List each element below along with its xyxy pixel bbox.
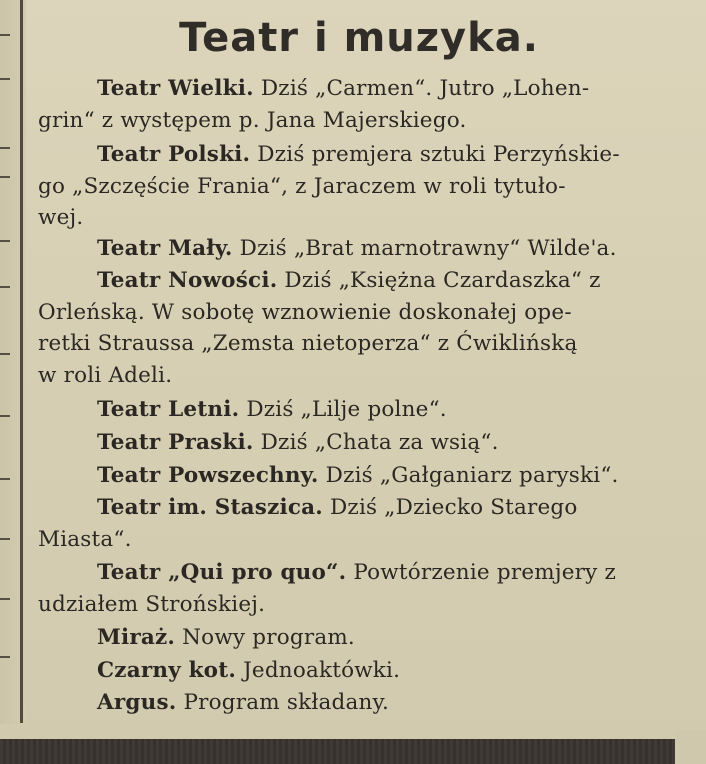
theatre-entry (38, 557, 680, 620)
entry-line: wej. (38, 205, 84, 230)
entry-text: Dziś „Lilje polne“. (239, 397, 447, 422)
bottom-printed-rule (0, 739, 675, 764)
page-corner (675, 730, 706, 764)
entry-line: Miasta“. (38, 526, 132, 552)
margin-mark (0, 176, 10, 178)
entry-text: Dziś „Gałganiarz paryski“. (318, 463, 619, 488)
theatre-name: Teatr Polski. (97, 142, 251, 167)
theatre-name: Teatr Powszechny. (97, 463, 319, 488)
entry-line (38, 492, 680, 524)
entry-text: Dziś „Chata za wsią“. (253, 430, 499, 455)
entry-line (38, 427, 680, 459)
margin-mark (0, 415, 10, 417)
theatre-name: Argus. (97, 690, 177, 715)
margin-mark (0, 147, 10, 149)
margin-mark (0, 656, 10, 658)
entry-line: go „Szczęście Frania“, z Jaraczem w roli tytuło- (38, 173, 566, 199)
theatre-name: Teatr Wielki. (97, 76, 254, 101)
margin-rule (20, 0, 23, 723)
theatre-entry (38, 73, 680, 136)
theatre-name: Teatr „Qui pro quo“. (97, 560, 347, 585)
entry-text: Nowy program. (175, 625, 355, 650)
entry-line (38, 139, 680, 171)
margin-mark (0, 34, 10, 36)
entry-line (38, 460, 680, 492)
entry-line: grin“ z występem p. Jana Majerskiego. (38, 107, 467, 133)
theatre-entry (38, 265, 680, 391)
entry-line (38, 233, 680, 265)
margin-mark (0, 78, 10, 80)
theatre-entry (38, 139, 680, 234)
theatre-name: Teatr Mały. (97, 236, 233, 261)
theatre-name: Teatr Letni. (97, 397, 240, 422)
entry-text: Powtórzenie premjery z (346, 560, 617, 585)
entry-line: Orleńską. W sobotę wznowienie doskonałej ope- (38, 299, 572, 325)
entry-text: Dziś „Dziecko Starego (322, 495, 578, 520)
theatre-name: Teatr Nowości. (97, 268, 278, 293)
margin-mark (0, 353, 10, 355)
margin-mark (0, 286, 10, 288)
entry-text: Dziś premjera sztuki Perzyńskie- (250, 142, 620, 167)
theatre-entry (38, 655, 680, 687)
entry-text: Dziś „Księżna Czardaszka“ z (277, 268, 601, 293)
entry-text: Program składany. (176, 690, 390, 715)
theatre-entry (38, 427, 680, 459)
margin-mark (0, 598, 10, 600)
entry-text: Dziś „Carmen“. Jutro „Lohen- (253, 76, 590, 101)
margin-mark (0, 538, 10, 540)
entry-text: Jednoaktówki. (236, 658, 401, 683)
theatre-name: Czarny kot. (97, 658, 237, 683)
entry-line (38, 73, 680, 105)
entry-line (38, 557, 680, 589)
entry-line: w roli Adeli. (38, 362, 173, 388)
theatre-entry (38, 460, 680, 492)
theatre-name: Teatr im. Staszica. (97, 495, 323, 520)
entry-line (38, 687, 680, 719)
theatre-entry (38, 394, 680, 426)
entry-line: udziałem Strońskiej. (38, 591, 266, 617)
margin-mark (0, 240, 10, 242)
entry-line (38, 655, 680, 687)
theatre-entry (38, 233, 680, 265)
entry-text: Dziś „Brat marnotrawny“ Wilde'a. (232, 236, 617, 261)
theatre-entry (38, 622, 680, 654)
theatre-name: Teatr Praski. (97, 430, 254, 455)
theatre-entry (38, 687, 680, 719)
entry-line (38, 622, 680, 654)
entry-line (38, 394, 680, 426)
section-title: Teatr i muzyka. (179, 15, 539, 61)
theatre-name: Miraż. (97, 625, 176, 650)
margin-mark (0, 478, 10, 480)
theatre-music-column (38, 0, 680, 724)
entry-line (38, 265, 680, 297)
entry-line: retki Straussa „Zemsta nietoperza“ z Ćwiklińską (38, 331, 578, 356)
theatre-entry (38, 492, 680, 555)
